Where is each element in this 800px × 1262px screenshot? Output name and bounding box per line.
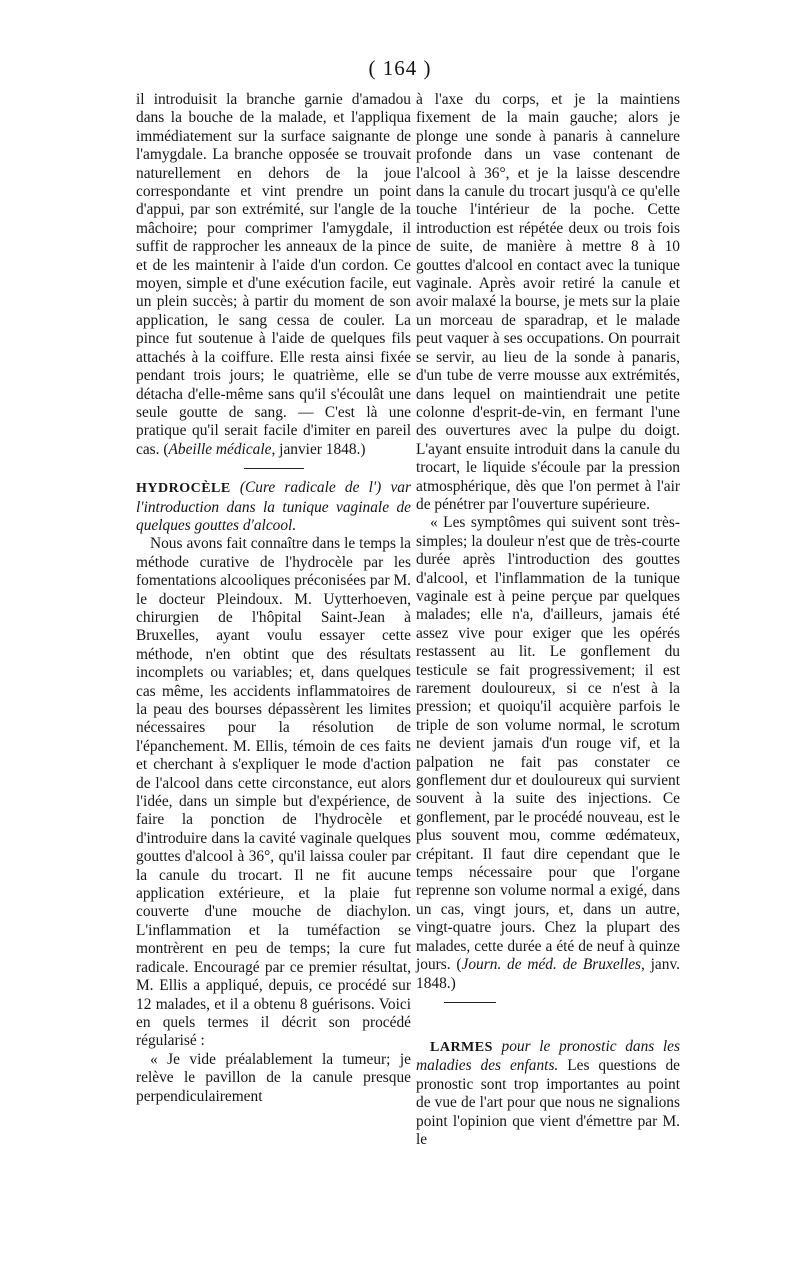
procedure-paragraph: à l'axe du corps, et je la maintiens fixement de la main gauche; alors je plonge une sonde à panaris à cannelure profonde dans un vase contenant de l'alcool à 36°, et je la laisse descendre dans la canule du trocart jusqu'à ce qu'elle touche l'intérieur de la poche. Cette introduction est répétée deux ou trois fois de suite, de manière à mettre 8 à 10 gouttes d'alcool en contact avec la tunique vaginale. Après avoir retiré la canule et avoir malaxé la bourse, je mets sur la plaie un morceau de sparadrap, et le malade peut vaquer à ses occupations. On pourrait se servir, au lieu de la sonde à panaris, d'un tube de verre mousse aux extrémités, dans lequel on maintiendrait une petite colonne d'esprit-de-vin, en fermant l'une des ouvertures avec la pulpe du doigt. L'ayant ensuite introduit dans la canule du trocart, le liquide s'écoule par la pression atmosphérique, dès que l'on permet à l'air de pénétrer par l'ouverture supérieure. (416, 91, 680, 513)
journal-date: , janv. 1848.) (416, 956, 680, 992)
hydrocele-term: HYDROCÈLE (136, 481, 231, 497)
section-divider (444, 1002, 496, 1003)
journal-citation: Journ. de méd. de Bruxelles (461, 956, 642, 974)
larmes-title: pour le pronostic dans les maladies des enfants. (416, 1037, 680, 1075)
left-column (136, 91, 411, 1106)
larmes-paragraph (416, 1038, 680, 1149)
symptoms-text: « Les symptômes qui suivent sont très-simples; la douleur n'est que de très-courte durée après l'introduction des gouttes d'alcool, et l'inflammation de la tunique vaginale est à peine perçue par quelques malades; elle n'a, d'ailleurs, jamais été assez vive pour exiger que les opérés restassent au lit. Le gonflement du testicule se fait progressivement; il est rarement douloureux, si ce n'est à la pression; et quoiqu'il acquière parfois le triple de son volume normal, le scrotum ne devient jamais d'un rouge vif, et la palpation ne fait pas constater ce gonflement dur et douloureux qui survient souvent à la suite des injections. Ce gonflement, par le procédé nouveau, est le plus souvent mou, comme œdémateux, crépitant. Il faut dire cependant que le temps nécessaire pour que l'organe reprenne son volume normal a exigé, dans un cas, vingt jours, et, dans un autre, vingt-quatre jours. Chez la plupart des malades, cette durée a été de neuf à quinze jours. ( (416, 514, 680, 974)
larmes-term: LARMES (430, 1039, 493, 1055)
section-divider (244, 468, 304, 469)
amygdale-paragraph (136, 91, 411, 459)
hydrocele-heading (136, 479, 411, 535)
source-citation: Abeille médicale (168, 440, 272, 458)
section-gap (416, 1012, 680, 1038)
right-column (416, 91, 680, 1149)
source-date: , janvier 1848.) (271, 440, 366, 458)
larmes-text: Les questions de pronostic sont trop importantes au point de vue de l'art pour que nous ne signalions point l'opinion que vient d'émettre par M. le (416, 1057, 680, 1148)
hydrocele-paragraph: Nous avons fait connaître dans le temps la méthode curative de l'hydrocèle par les fomentations alcooliques préconisées par M. le docteur Pleindoux. M. Uytterhoeven, chirurgien de l'hôpital Saint-Jean à Bruxelles, ayant voulu essayer cette méthode, n'en obtint que des résultats incomplets ou variables; et, dans quelques cas même, les accidents inflammatoires de la peau des bourses dépassèrent les limites nécessaires pour la résolution de l'épanchement. M. Ellis, témoin de ces faits et cherchant à s'expliquer le mode d'action de l'alcool dans cette circonstance, eut alors l'idée, dans un simple but d'expérience, de faire la ponction de l'hydrocèle et d'introduire dans la cavité vaginale quelques gouttes d'alcool à 36°, qu'il laissa couler par la canule du trocart. Il ne fit aucune application extérieure, et la plaie fut couverte d'une mouche de diachylon. L'inflammation et la tuméfaction se montrèrent en peu de temps; la cure fut radicale. Encouragé par ce premier résultat, M. Ellis a appliqué, depuis, ce procédé sur 12 malades, et il a obtenu 8 guérisons. Voici en quels termes il décrit son procédé régularisé : (136, 535, 411, 1050)
page-number: ( 164 ) (368, 56, 432, 80)
amygdale-text: il introduisit la branche garnie d'amadou dans la bouche de la malade, et l'appliqua immédiatement sur la surface saignante de l'amygdale. La branche opposée se trouvait naturellement en dehors de la joue correspondante et vint prendre un point d'appui, par son extrémité, sur l'angle de la mâchoire; pour comprimer l'amygdale, il suffit de rapprocher les anneaux de la pince et de les maintenir à l'aide d'un cordon. Ce moyen, simple et d'une exécution facile, eut un plein succès; à partir du moment de son application, le sang cessa de couler. La pince fut soutenue à l'aide de quelques fils attachés à la coiffure. Elle resta ainsi fixée pendant trois jours; le quatrième, elle se détacha d'elle-même sans qu'il s'écoulât une seule goutte de sang. — C'est là une pratique qu'il serait facile d'imiter en pareil cas. ( (136, 91, 411, 458)
hydrocele-title-start: (Cure radicale de l') (230, 479, 391, 497)
hydrocele-title-end: var l'introduction dans la tunique vaginale de quelques gouttes d'alcool. (136, 479, 411, 534)
procedure-quote-start: « Je vide préalablement la tumeur; je relève le pavillon de la canule presque perpendiculairement (136, 1050, 411, 1105)
symptoms-paragraph (416, 514, 680, 993)
